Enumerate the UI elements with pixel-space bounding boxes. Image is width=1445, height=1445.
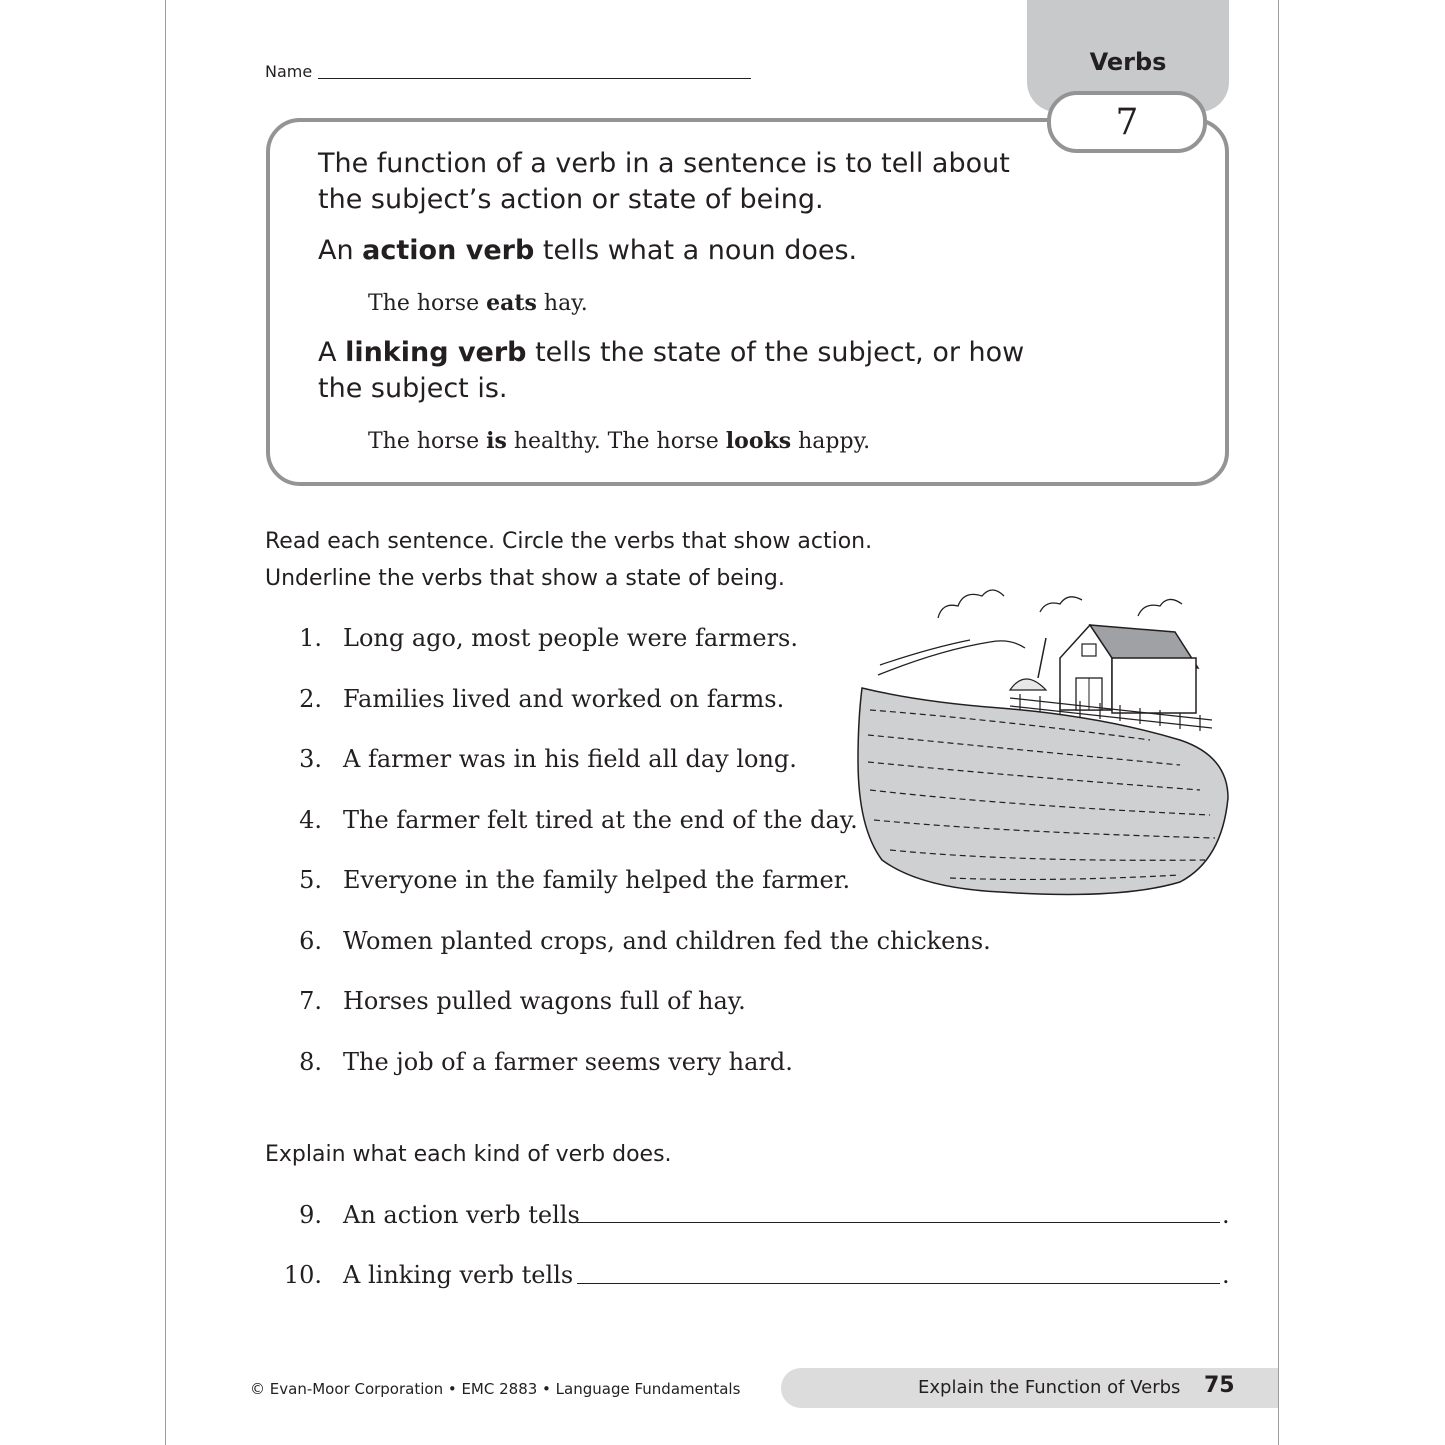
page-edge-left [165, 0, 166, 1445]
lesson-number-badge [1047, 91, 1207, 153]
item-number: 3. [299, 745, 322, 773]
prompt-action-verb: An action verb tells [343, 1201, 580, 1229]
sentence-item[interactable]: The farmer felt tired at the end of the day. [343, 806, 858, 834]
period: . [1222, 1201, 1230, 1229]
item-number: 4. [299, 806, 322, 834]
sentence-item[interactable]: Families lived and worked on farms. [343, 685, 785, 713]
instruction-line-1: Read each sentence. Circle the verbs that show action. [265, 529, 873, 554]
rule-action-verb: An action verb tells what a noun does. [318, 235, 858, 266]
item-number: 9. [299, 1201, 322, 1229]
topic-title: Verbs [1089, 48, 1167, 76]
example-linking-verb: The horse is healthy. The horse looks happy. [368, 428, 871, 454]
name-label: Name [265, 62, 313, 81]
item-number: 10. [283, 1261, 322, 1289]
item-number: 1. [299, 624, 322, 652]
page-number: 75 [1204, 1373, 1235, 1398]
farm-illustration [850, 570, 1235, 900]
name-field-line[interactable] [318, 78, 751, 79]
sentence-item[interactable]: Long ago, most people were farmers. [343, 624, 798, 652]
answer-line-10[interactable] [577, 1283, 1220, 1284]
item-number: 7. [299, 987, 322, 1015]
rule-linking-verb: A linking verb tells the state of the subject, or how the subject is. [318, 337, 1025, 404]
period: . [1222, 1261, 1230, 1289]
item-number: 5. [299, 866, 322, 894]
page-edge-right [1278, 0, 1279, 1445]
prompt-linking-verb: A linking verb tells [343, 1261, 574, 1289]
rule-definition: The function of a verb in a sentence is to tell about the subject’s action or state of being. [318, 148, 1010, 215]
item-number: 2. [299, 685, 322, 713]
footer-copyright: © Evan-Moor Corporation • EMC 2883 • Language Fundamentals [250, 1380, 741, 1398]
term-linking-verb: linking verb [345, 337, 527, 368]
sentence-item[interactable]: Women planted crops, and children fed the chickens. [343, 927, 991, 955]
answer-line-9[interactable] [577, 1222, 1220, 1223]
lesson-number: 7 [1115, 101, 1139, 143]
sentence-item[interactable]: The job of a farmer seems very hard. [343, 1048, 793, 1076]
instruction-line-2: Underline the verbs that show a state of being. [265, 566, 785, 591]
footer-skill: Explain the Function of Verbs [918, 1377, 1181, 1398]
sentence-item[interactable]: Everyone in the family helped the farmer. [343, 866, 851, 894]
sentence-item[interactable]: Horses pulled wagons full of hay. [343, 987, 746, 1015]
sentence-item[interactable]: A farmer was in his field all day long. [343, 745, 797, 773]
example-action-verb: The horse eats hay. [368, 290, 588, 316]
item-number: 6. [299, 927, 322, 955]
term-action-verb: action verb [362, 235, 535, 266]
instruction-explain: Explain what each kind of verb does. [265, 1142, 672, 1167]
item-number: 8. [299, 1048, 322, 1076]
